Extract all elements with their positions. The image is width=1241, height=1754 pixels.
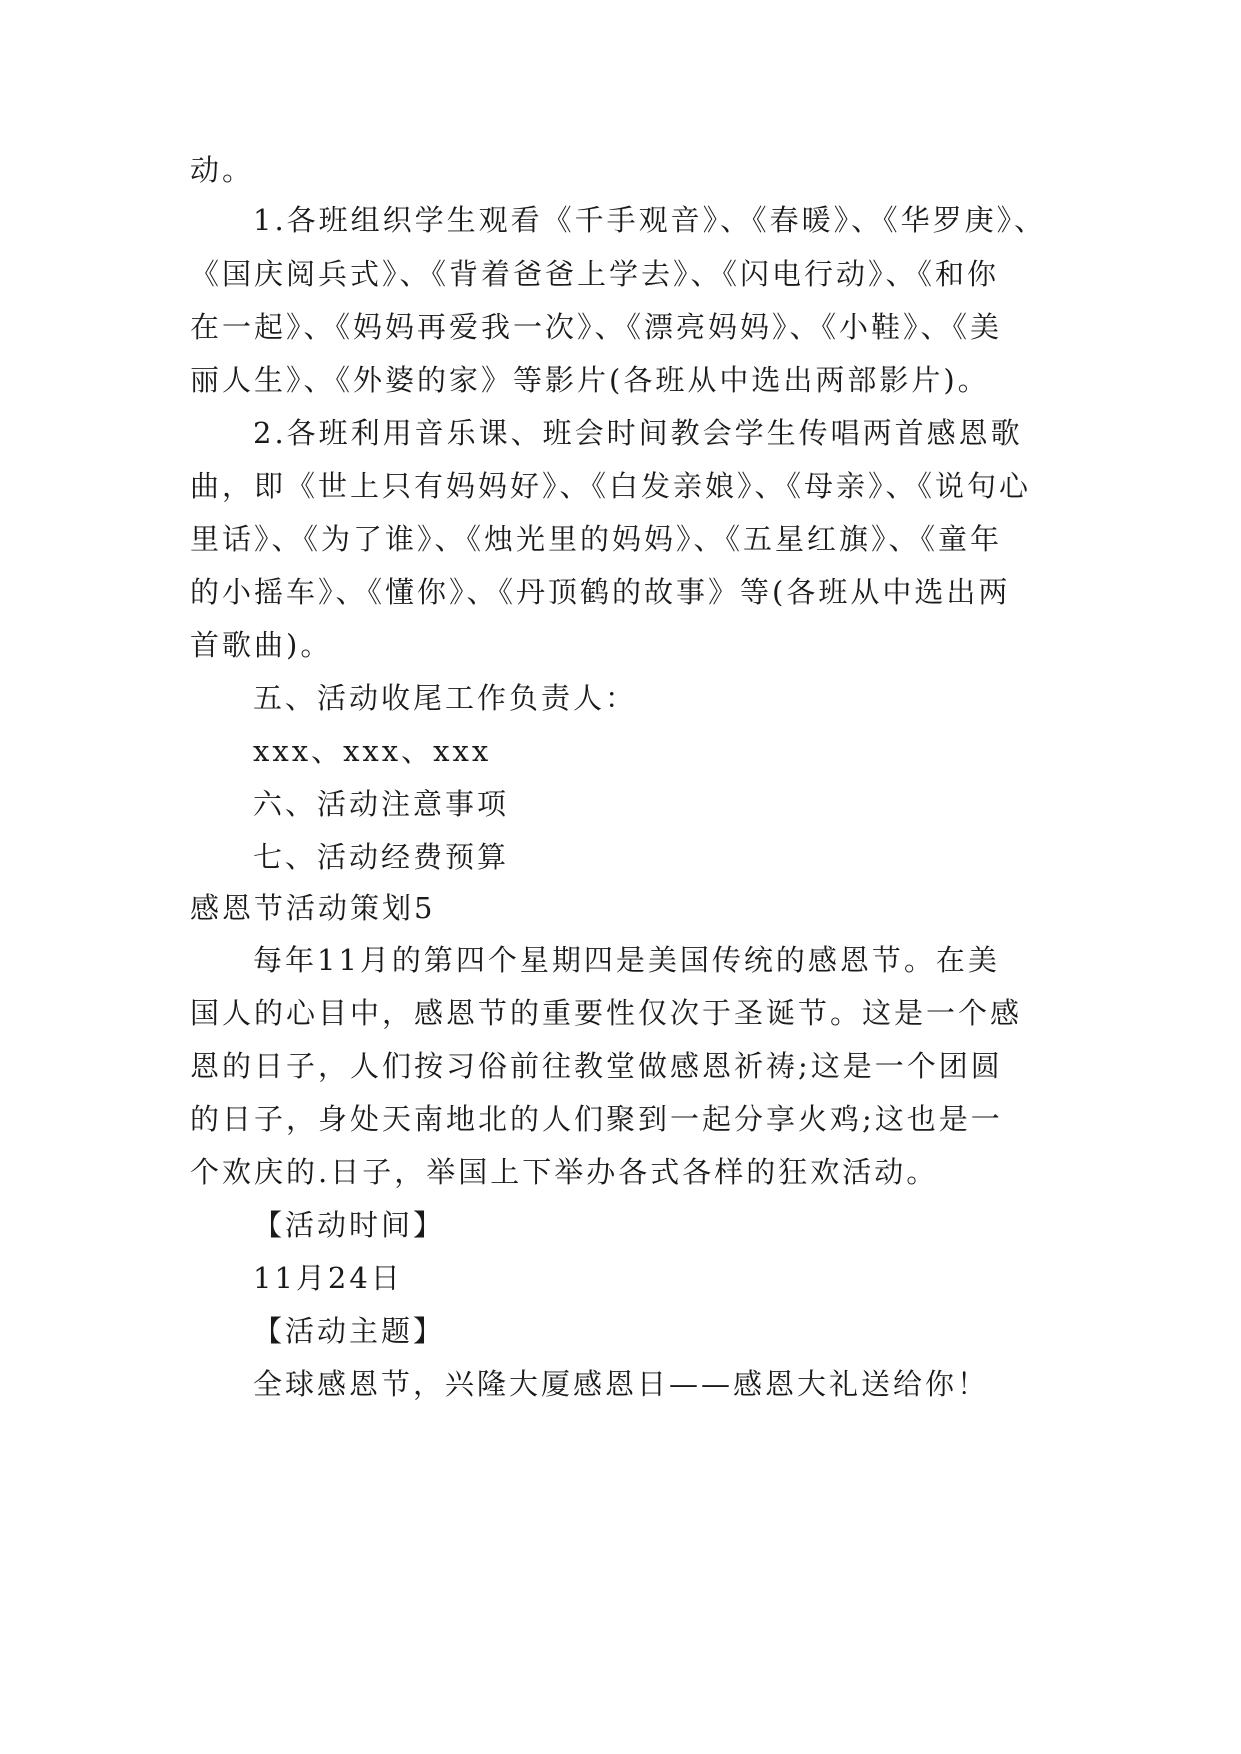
paragraph-line: 每年11月的第四个星期四是美国传统的感恩节。在美 [253, 943, 1000, 977]
paragraph-line: 1.各班组织学生观看《千手观音》、《春暖》、《华罗庚》、 [253, 203, 1047, 237]
paragraph-line: 的小摇车》、《懂你》、《丹顶鹤的故事》等(各班从中选出两 [190, 575, 1011, 609]
paragraph-line: 首歌曲)。 [190, 628, 333, 662]
paragraph-line: 个欢庆的.日子，举国上下举办各式各样的狂欢活动。 [190, 1155, 939, 1189]
paragraph-line: 11月24日 [253, 1261, 403, 1295]
paragraph-line: xxx、xxx、xxx [253, 734, 492, 768]
document-title: 感恩节活动策划5 [190, 891, 436, 925]
paragraph-line: 丽人生》、《外婆的家》等影片(各班从中选出两部影片)。 [190, 363, 990, 397]
paragraph-line: 2.各班利用音乐课、班会时间教会学生传唱两首感恩歌 [253, 416, 1023, 450]
paragraph-line: 在一起》、《妈妈再爱我一次》、《漂亮妈妈》、《小鞋》、《美 [190, 310, 1003, 344]
paragraph-line: 国人的心目中，感恩节的重要性仅次于圣诞节。这是一个感 [190, 996, 1023, 1030]
section-heading: 六、活动注意事项 [253, 787, 510, 821]
paragraph-line: 曲，即《世上只有妈妈好》、《白发亲娘》、《母亲》、《说句心 [190, 469, 1032, 503]
paragraph-line: 动。 [190, 153, 255, 187]
paragraph-line: 全球感恩节，兴隆大厦感恩日——感恩大礼送给你！ [253, 1367, 990, 1401]
paragraph-line: 的日子，身处天南地北的人们聚到一起分享火鸡;这也是一 [190, 1102, 1003, 1136]
section-heading: 【活动时间】 [253, 1208, 446, 1242]
paragraph-line: 恩的日子，人们按习俗前往教堂做感恩祈祷;这是一个团圆 [190, 1049, 1003, 1083]
section-heading: 五、活动收尾工作负责人： [253, 681, 638, 715]
section-heading: 七、活动经费预算 [253, 840, 510, 874]
paragraph-line: 里话》、《为了谁》、《烛光里的妈妈》、《五星红旗》、《童年 [190, 522, 1003, 556]
section-heading: 【活动主题】 [253, 1314, 446, 1348]
paragraph-line: 《国庆阅兵式》、《背着爸爸上学去》、《闪电行动》、《和你 [190, 257, 1000, 291]
